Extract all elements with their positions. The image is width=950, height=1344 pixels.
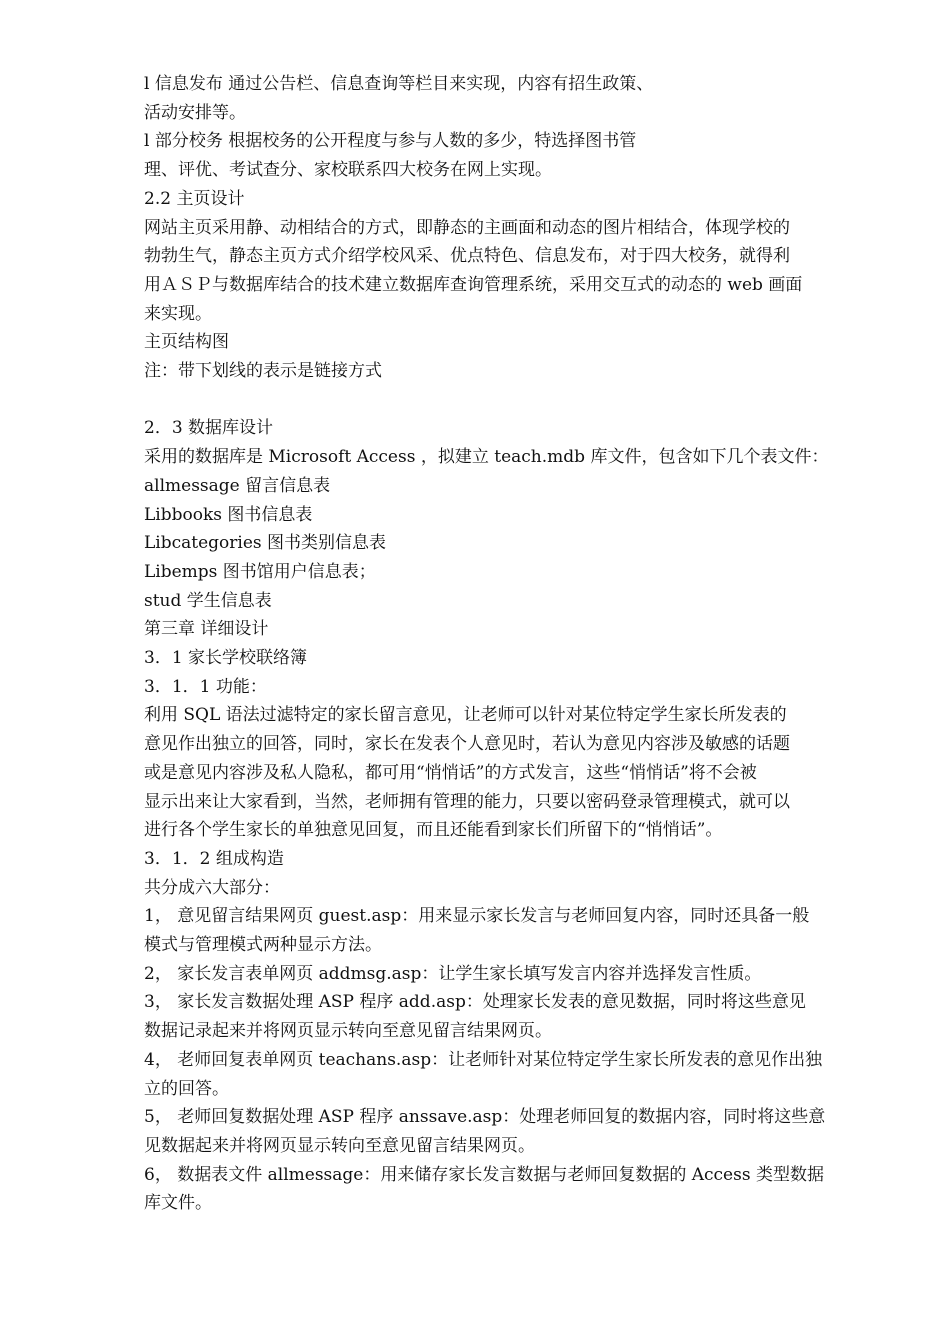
table-list-item: Libemps 图书馆用户信息表； — [144, 561, 376, 582]
subsection-heading: 3．1．2 组成构造 — [144, 848, 284, 869]
section-heading: 2．3 数据库设计 — [144, 418, 274, 439]
text-line: 采用的数据库是 Microsoft Access ，拟建立 teach.mdb 库文件，包含如下几个表文件： — [144, 447, 829, 468]
text-line: 理、评优、考试查分、家校联系四大校务在网上实现。 — [144, 160, 552, 181]
numbered-item: 1， 意见留言结果网页 guest.asp：用来显示家长发言与老师回复内容，同时还具备一般 — [144, 906, 810, 927]
text-line: 库文件。 — [144, 1193, 212, 1214]
text-line: 意见作出独立的回答，同时，家长在发表个人意见时，若认为意见内容涉及敏感的话题 — [144, 734, 790, 755]
table-list-item: Libbooks 图书信息表 — [144, 504, 313, 525]
text-line: 用ＡＳＰ与数据库结合的技术建立数据库查询管理系统，采用交互式的动态的 web 画面 — [144, 274, 803, 295]
figure-caption: 主页结构图 — [144, 332, 229, 353]
numbered-item: 6， 数据表文件 allmessage：用来储存家长发言数据与老师回复数据的 Access 类型数据 — [144, 1164, 824, 1185]
text-line: 勃勃生气，静态主页方式介绍学校风采、优点特色、信息发布，对于四大校务，就得利 — [144, 246, 790, 267]
text-line: l 信息发布 通过公告栏、信息查询等栏目来实现，内容有招生政策、 — [144, 74, 654, 94]
text-line: 显示出来让大家看到，当然，老师拥有管理的能力，只要以密码登录管理模式，就可以 — [144, 791, 790, 812]
text-line: 模式与管理模式两种显示方法。 — [144, 935, 382, 956]
text-line: 见数据起来并将网页显示转向至意见留言结果网页。 — [144, 1136, 535, 1156]
numbered-item: 3， 家长发言数据处理 ASP 程序 add.asp：处理家长发表的意见数据，同时将这些意见 — [144, 992, 806, 1013]
text-line: 利用 SQL 语法过滤特定的家长留言意见，让老师可以针对某位特定学生家长所发表的 — [144, 705, 787, 726]
section-heading: 2.2 主页设计 — [144, 188, 245, 209]
text-line: 数据记录起来并将网页显示转向至意见留言结果网页。 — [144, 1021, 552, 1042]
table-list-item: stud 学生信息表 — [144, 590, 272, 611]
numbered-item: 5， 老师回复数据处理 ASP 程序 anssave.asp：处理老师回复的数据内容，同时将这些意 — [144, 1107, 826, 1128]
numbered-item: 2， 家长发言表单网页 addmsg.asp：让学生家长填写发言内容并选择发言性质。 — [144, 963, 762, 984]
text-line: 共分成六大部分： — [144, 877, 280, 898]
note-line: 注：带下划线的表示是链接方式 — [144, 361, 382, 382]
document-page — [144, 70, 878, 1218]
text-line: 来实现。 — [144, 303, 212, 324]
text-line: 立的回答。 — [144, 1078, 229, 1099]
table-list-item: Libcategories 图书类别信息表 — [144, 533, 387, 554]
text-line: 活动安排等。 — [144, 102, 246, 123]
text-line: 进行各个学生家长的单独意见回复，而且还能看到家长们所留下的“悄悄话”。 — [144, 820, 723, 841]
section-heading: 3．1 家长学校联络簿 — [144, 648, 308, 669]
blank-line — [144, 386, 878, 415]
text-line: l 部分校务 根据校务的公开程度与参与人数的多少，特选择图书管 — [144, 131, 637, 152]
table-list-item: allmessage 留言信息表 — [144, 475, 331, 496]
chapter-heading: 第三章 详细设计 — [144, 619, 269, 640]
subsection-heading: 3．1．1 功能： — [144, 676, 267, 697]
numbered-item: 4， 老师回复表单网页 teachans.asp：让老师针对某位特定学生家长所发表的意见作出独 — [144, 1049, 823, 1070]
text-line: 或是意见内容涉及私人隐私，都可用“悄悄话”的方式发言，这些“悄悄话”将不会被 — [144, 762, 757, 783]
text-line: 网站主页采用静、动相结合的方式，即静态的主画面和动态的图片相结合，体现学校的 — [144, 217, 790, 238]
